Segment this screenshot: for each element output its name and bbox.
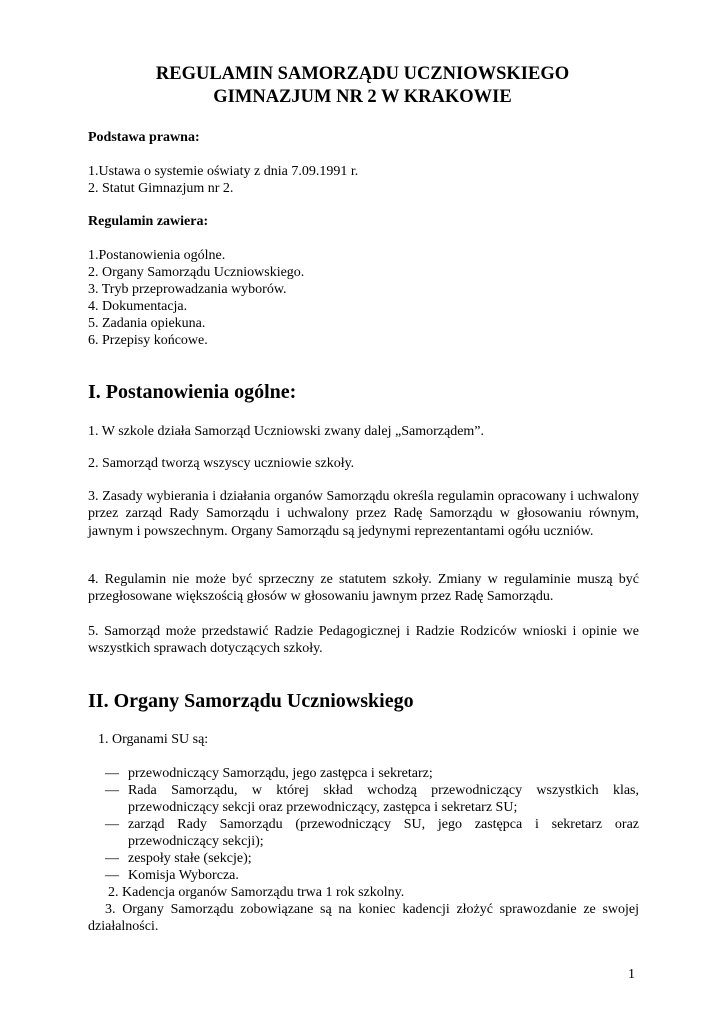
document-title-line-1: REGULAMIN SAMORZĄDU UCZNIOWSKIEGO — [155, 64, 570, 84]
organ-list-item-text: przewodniczący Samorządu, jego zastępca i sekretarz; — [128, 766, 433, 781]
dash-bullet: — — [105, 766, 119, 781]
dash-bullet: — — [105, 783, 119, 798]
section-1-paragraph: 2. Samorząd tworzą wszyscy uczniowie szkoły. — [88, 456, 355, 471]
legal-basis-item: 2. Statut Gimnazjum nr 2. — [88, 181, 234, 196]
dash-bullet: — — [105, 868, 119, 883]
section-1-paragraph: 3. Zasady wybierania i działania organów Samorządu określa regulamin opracowany i uchwalony przez zarząd Rady Samorządu i uchwalony przez Radę Samorządu w głosowaniu równym, jawnym i powszechnym. Organy Samorządu są jedynymi reprezentantami ogółu uczniów. — [88, 489, 639, 539]
organ-list-item — [105, 765, 639, 782]
dash-bullet: — — [105, 851, 119, 866]
section-2-point-2: 2. Kadencja organów Samorządu trwa 1 rok szkolny. — [108, 885, 405, 900]
legal-basis-item: 1.Ustawa o systemie oświaty z dnia 7.09.1991 r. — [88, 164, 359, 179]
contents-item: 4. Dokumentacja. — [88, 299, 188, 314]
organ-list-item-text: Komisja Wyborcza. — [128, 868, 239, 883]
organ-list-item — [105, 816, 639, 851]
section-1-heading: I. Postanowienia ogólne: — [88, 381, 297, 403]
contents-item: 1.Postanowienia ogólne. — [88, 248, 226, 263]
organ-list-item — [105, 850, 639, 867]
section-1-paragraph: 5. Samorząd może przedstawić Radzie Pedagogicznej i Radzie Rodziców wnioski i opinie we wszystkich sprawach dotyczących szkoły. — [88, 624, 639, 657]
section-1-paragraph: 1. W szkole działa Samorząd Uczniowski zwany dalej „Samorządem”. — [88, 424, 485, 439]
document-title-line-2: GIMNAZJUM NR 2 W KRAKOWIE — [213, 87, 512, 107]
organ-list-item-text: Rada Samorządu, w której skład wchodzą przewodniczący wszystkich klas, przewodniczący sekcji oraz przewodniczący, zastępca i sekretarz SU; — [128, 783, 639, 816]
contents-item: 2. Organy Samorządu Uczniowskiego. — [88, 265, 305, 280]
contents-item: 5. Zadania opiekuna. — [88, 316, 206, 331]
organ-list-item-text: zespoły stałe (sekcje); — [128, 851, 252, 866]
organ-list-item — [105, 782, 639, 817]
dash-bullet: — — [105, 817, 119, 832]
organ-list-item — [105, 867, 639, 884]
section-2-point-3: 3. Organy Samorządu zobowiązane są na koniec kadencji złożyć sprawozdanie ze swojej działalności. — [88, 902, 639, 935]
organ-list-item-text: zarząd Rady Samorządu (przewodniczący SU, jego zastępca i sekretarz oraz przewodniczący sekcji); — [128, 817, 639, 850]
section-2-intro: 1. Organami SU są: — [98, 732, 209, 747]
page-number: 1 — [628, 967, 635, 982]
contents-heading: Regulamin zawiera: — [88, 214, 209, 229]
legal-basis-heading: Podstawa prawna: — [88, 130, 200, 145]
section-2-heading: II. Organy Samorządu Uczniowskiego — [88, 690, 414, 712]
contents-item: 3. Tryb przeprowadzania wyborów. — [88, 282, 287, 297]
section-1-paragraph: 4. Regulamin nie może być sprzeczny ze statutem szkoły. Zmiany w regulaminie muszą być przegłosowane większością głosów w głosowaniu jawnym przez Radę Samorządu. — [88, 572, 639, 605]
contents-item: 6. Przepisy końcowe. — [88, 333, 208, 348]
